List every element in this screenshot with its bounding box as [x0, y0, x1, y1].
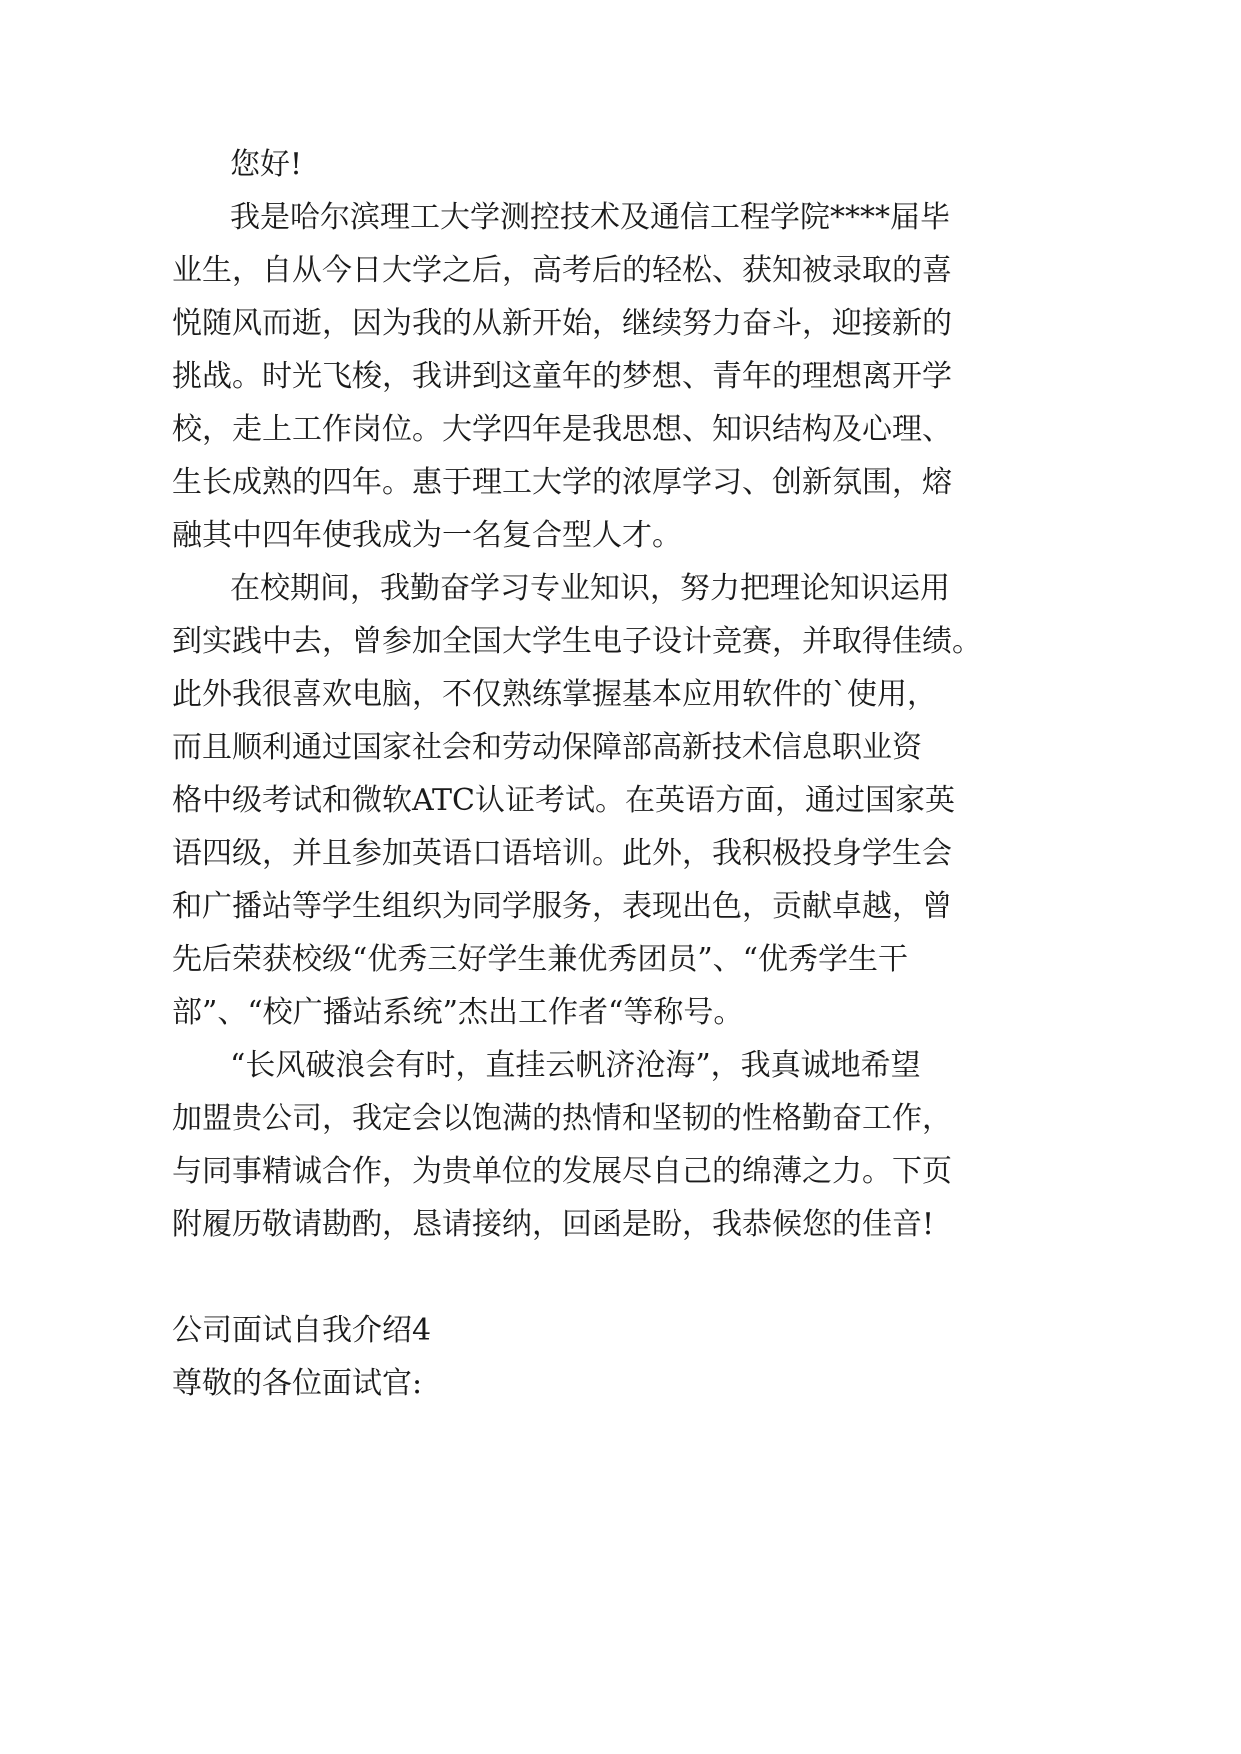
- paragraph-3-line-2: 加盟贵公司，我定会以饱满的热情和坚韧的性格勤奋工作，: [172, 1101, 952, 1136]
- paragraph-3-line-3: 与同事精诚合作，为贵单位的发展尽自己的绵薄之力。下页: [172, 1154, 952, 1189]
- paragraph-1-line-2: 业生，自从今日大学之后，高考后的轻松、获知被录取的喜: [172, 253, 952, 288]
- greeting-line: 您好!: [230, 147, 303, 182]
- salutation-line: 尊敬的各位面试官:: [172, 1366, 423, 1401]
- paragraph-2-line-1: 在校期间，我勤奋学习专业知识，努力把理论知识运用: [230, 571, 950, 606]
- paragraph-1-line-5: 校，走上工作岗位。大学四年是我思想、知识结构及心理、: [172, 412, 952, 447]
- paragraph-2-line-9: 部”、“校广播站系统”杰出工作者“等称号。: [172, 995, 744, 1030]
- paragraph-2-line-8: 先后荣获校级“优秀三好学生兼优秀团员”、“优秀学生干: [172, 942, 909, 977]
- paragraph-2-line-4: 而且顺利通过国家社会和劳动保障部高新技术信息职业资: [172, 730, 922, 765]
- paragraph-1-line-1: 我是哈尔滨理工大学测控技术及通信工程学院****届毕: [230, 200, 950, 235]
- paragraph-1-line-7: 融其中四年使我成为一名复合型人才。: [172, 518, 682, 553]
- paragraph-2-line-3: 此外我很喜欢电脑，不仅熟练掌握基本应用软件的`使用，: [172, 677, 937, 712]
- paragraph-2-line-2: 到实践中去，曾参加全国大学生电子设计竞赛，并取得佳绩。: [172, 624, 982, 659]
- paragraph-1-line-3: 悦随风而逝，因为我的从新开始，继续努力奋斗，迎接新的: [172, 306, 952, 341]
- section-heading: 公司面试自我介绍4: [172, 1313, 432, 1348]
- paragraph-1-line-6: 生长成熟的四年。惠于理工大学的浓厚学习、创新氛围，熔: [172, 465, 952, 500]
- paragraph-1-line-4: 挑战。时光飞梭，我讲到这童年的梦想、青年的理想离开学: [172, 359, 952, 394]
- paragraph-3-line-4: 附履历敬请勘酌，恳请接纳，回函是盼，我恭候您的佳音!: [172, 1207, 935, 1242]
- paragraph-2-line-5: 格中级考试和微软ATC认证考试。在英语方面，通过国家英: [172, 783, 955, 818]
- paragraph-2-line-7: 和广播站等学生组织为同学服务，表现出色，贡献卓越，曾: [172, 889, 952, 924]
- paragraph-2-line-6: 语四级，并且参加英语口语培训。此外，我积极投身学生会: [172, 836, 952, 871]
- paragraph-3-line-1: “长风破浪会有时，直挂云帆济沧海”，我真诚地希望: [230, 1048, 921, 1083]
